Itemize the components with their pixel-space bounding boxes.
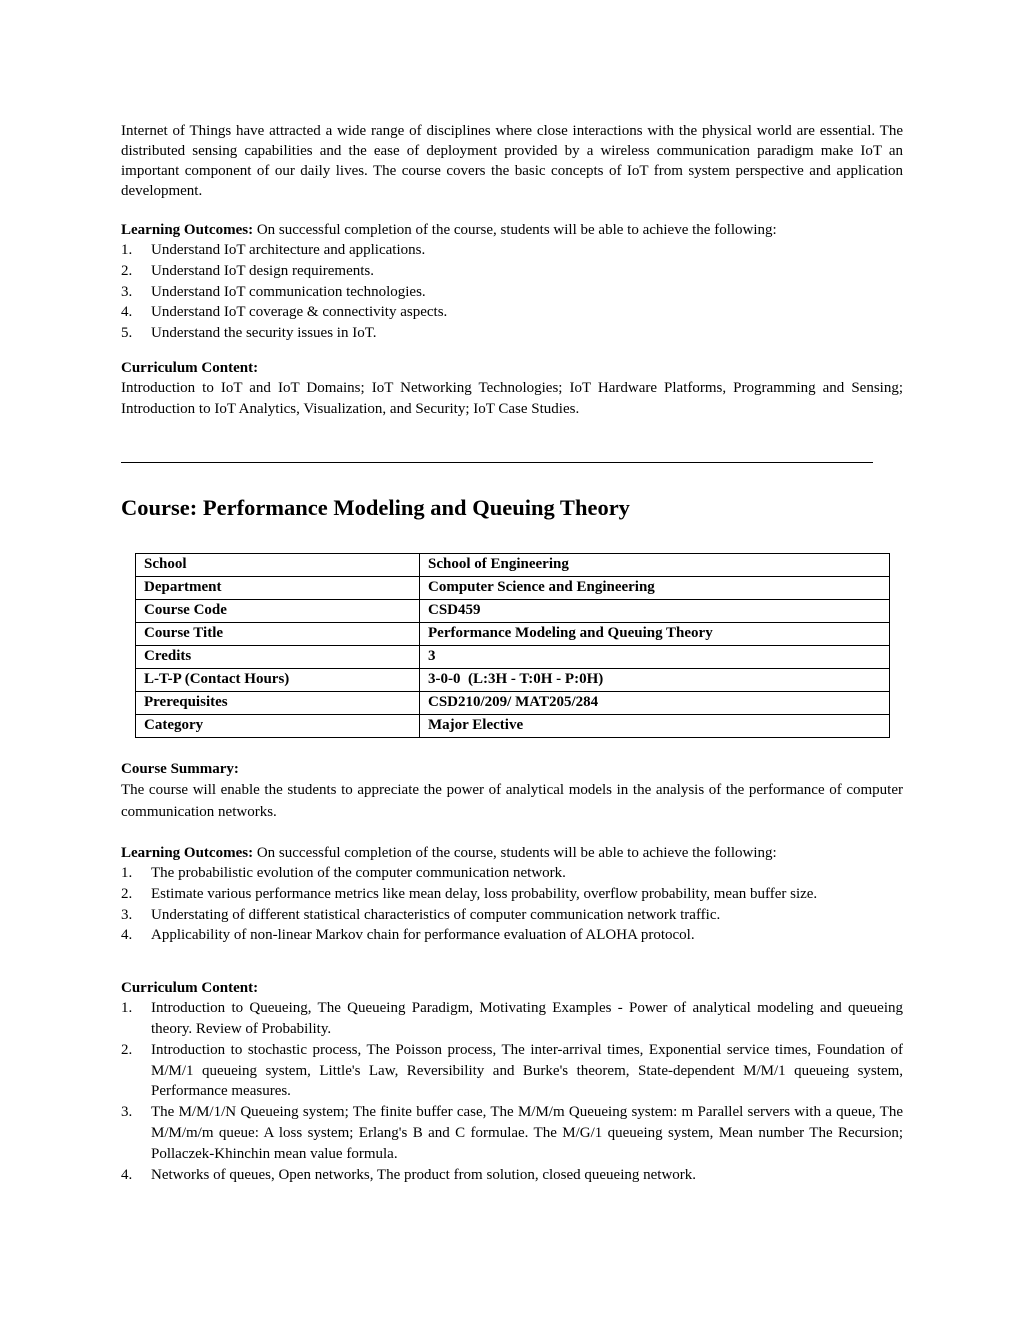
list-item bbox=[121, 261, 903, 282]
list-text: Understand IoT design requirements. bbox=[151, 262, 375, 279]
table-key: Prerequisites bbox=[136, 691, 420, 714]
list-item bbox=[121, 998, 903, 1040]
intro-paragraph: Internet of Things have attracted a wide range of disciplines where close interactions with the physical world are essential. The distributed sensing capabilities and the ease of deployment provided by a wireless communication paradigm make IoT an important component of our daily lives. The course covers the basic concepts of IoT from system perspective and application development. bbox=[121, 123, 903, 199]
table-row bbox=[136, 691, 890, 714]
table-key: Category bbox=[136, 714, 420, 737]
list-text: Understating of different statistical characteristics of computer communication network traffic. bbox=[151, 906, 721, 923]
course-outcomes-label: Learning Outcomes: bbox=[121, 844, 254, 861]
table-row bbox=[136, 553, 890, 576]
table-row bbox=[136, 576, 890, 599]
table-value: 3-0-0 (L:3H - T:0H - P:0H) bbox=[420, 668, 890, 691]
list-text: Understand the security issues in IoT. bbox=[151, 325, 377, 342]
list-text: Understand IoT coverage & connectivity aspects. bbox=[151, 304, 448, 321]
list-text: Estimate various performance metrics like mean delay, loss probability, overflow probability, mean buffer size. bbox=[151, 885, 818, 902]
document-page bbox=[121, 121, 903, 1185]
list-item bbox=[121, 905, 903, 926]
list-text: Understand IoT communication technologies. bbox=[151, 283, 426, 300]
iot-outcomes-list bbox=[121, 240, 903, 344]
table-key: Course Code bbox=[136, 599, 420, 622]
list-text: Understand IoT architecture and applications. bbox=[151, 242, 426, 258]
list-number: 3. bbox=[121, 283, 133, 300]
course-curriculum-list bbox=[121, 998, 903, 1185]
iot-outcomes-text: On successful completion of the course, students will be able to achieve the following: bbox=[253, 222, 777, 238]
course-info-table bbox=[135, 553, 890, 738]
table-key: L-T-P (Contact Hours) bbox=[136, 668, 420, 691]
list-number: 2. bbox=[121, 885, 133, 902]
table-row bbox=[136, 622, 890, 645]
list-text: The probabilistic evolution of the computer communication network. bbox=[151, 864, 566, 881]
iot-outcomes-intro bbox=[121, 220, 903, 240]
table-key: School bbox=[136, 553, 420, 576]
list-number: 4. bbox=[121, 927, 133, 944]
table-key: Course Title bbox=[136, 622, 420, 645]
list-number: 4. bbox=[121, 1166, 133, 1183]
list-item bbox=[121, 925, 903, 946]
course-heading: Course: Performance Modeling and Queuing Theory bbox=[121, 494, 630, 520]
list-item bbox=[121, 302, 903, 323]
list-number: 1. bbox=[121, 242, 133, 258]
list-text: The M/M/1/N Queueing system; The finite buffer case, The M/M/m Queueing system: m Parallel servers with a queue, The M/M/m/m queue: A loss system; Erlang's B and C formulae. The M/G/1 queueing system, Mean number The Recursion; Pollaczek-Khinchin mean value formula. bbox=[151, 1104, 903, 1162]
course-outcomes-text: On successful completion of the course, students will be able to achieve the following: bbox=[253, 844, 777, 861]
table-row bbox=[136, 714, 890, 737]
list-number: 5. bbox=[121, 325, 133, 342]
section-separator bbox=[121, 448, 873, 463]
list-number: 2. bbox=[121, 1041, 133, 1058]
table-key: Credits bbox=[136, 645, 420, 668]
list-number: 2. bbox=[121, 262, 133, 279]
table-row bbox=[136, 599, 890, 622]
list-item bbox=[121, 863, 903, 884]
list-number: 3. bbox=[121, 906, 133, 923]
table-value: School of Engineering bbox=[420, 553, 890, 576]
course-curriculum-label: Curriculum Content: bbox=[121, 980, 259, 997]
list-number: 1. bbox=[121, 1000, 133, 1017]
list-text: Introduction to Queueing, The Queueing Paradigm, Motivating Examples - Power of analytical modeling and queueing theory. Review of Probability. bbox=[151, 1000, 903, 1037]
list-item bbox=[121, 1102, 903, 1164]
table-value: Computer Science and Engineering bbox=[420, 576, 890, 599]
iot-curriculum-text: Introduction to IoT and IoT Domains; IoT Networking Technologies; IoT Hardware Platforms, Programming and Sensing; Introduction to IoT Analytics, Visualization, and Security; IoT Case Studies. bbox=[121, 379, 903, 417]
table-value: 3 bbox=[420, 645, 890, 668]
course-outcomes-list bbox=[121, 863, 903, 946]
table-value: CSD459 bbox=[420, 599, 890, 622]
course-summary-text: The course will enable the students to appreciate the power of analytical models in the analysis of the performance of computer communication networks. bbox=[121, 781, 903, 820]
list-item bbox=[121, 240, 903, 261]
table-value: Major Elective bbox=[420, 714, 890, 737]
iot-curriculum-label: Curriculum Content: bbox=[121, 359, 259, 376]
table-row bbox=[136, 645, 890, 668]
course-summary-label: Course Summary: bbox=[121, 760, 239, 777]
list-number: 1. bbox=[121, 864, 133, 881]
list-number: 4. bbox=[121, 304, 133, 321]
list-text: Applicability of non-linear Markov chain for performance evaluation of ALOHA protocol. bbox=[151, 927, 695, 944]
list-item bbox=[121, 323, 903, 344]
table-row bbox=[136, 668, 890, 691]
list-item bbox=[121, 1165, 903, 1186]
list-text: Introduction to stochastic process, The Poisson process, The inter-arrival times, Exponential service times, Foundation of M/M/1 queueing system, Little's Law, Reversibility and Burke's theorem, State-dependent M/M/1 queueing system, Performance measures. bbox=[151, 1041, 903, 1100]
table-value: Performance Modeling and Queuing Theory bbox=[420, 622, 890, 645]
iot-outcomes-label: Learning Outcomes: bbox=[121, 222, 254, 238]
course-outcomes-intro bbox=[121, 843, 903, 863]
list-item bbox=[121, 884, 903, 905]
list-number: 3. bbox=[121, 1104, 133, 1121]
list-text: Networks of queues, Open networks, The product from solution, closed queueing network. bbox=[151, 1166, 697, 1183]
list-item bbox=[121, 282, 903, 303]
table-value: CSD210/209/ MAT205/284 bbox=[420, 691, 890, 714]
table-key: Department bbox=[136, 576, 420, 599]
list-item bbox=[121, 1040, 903, 1102]
